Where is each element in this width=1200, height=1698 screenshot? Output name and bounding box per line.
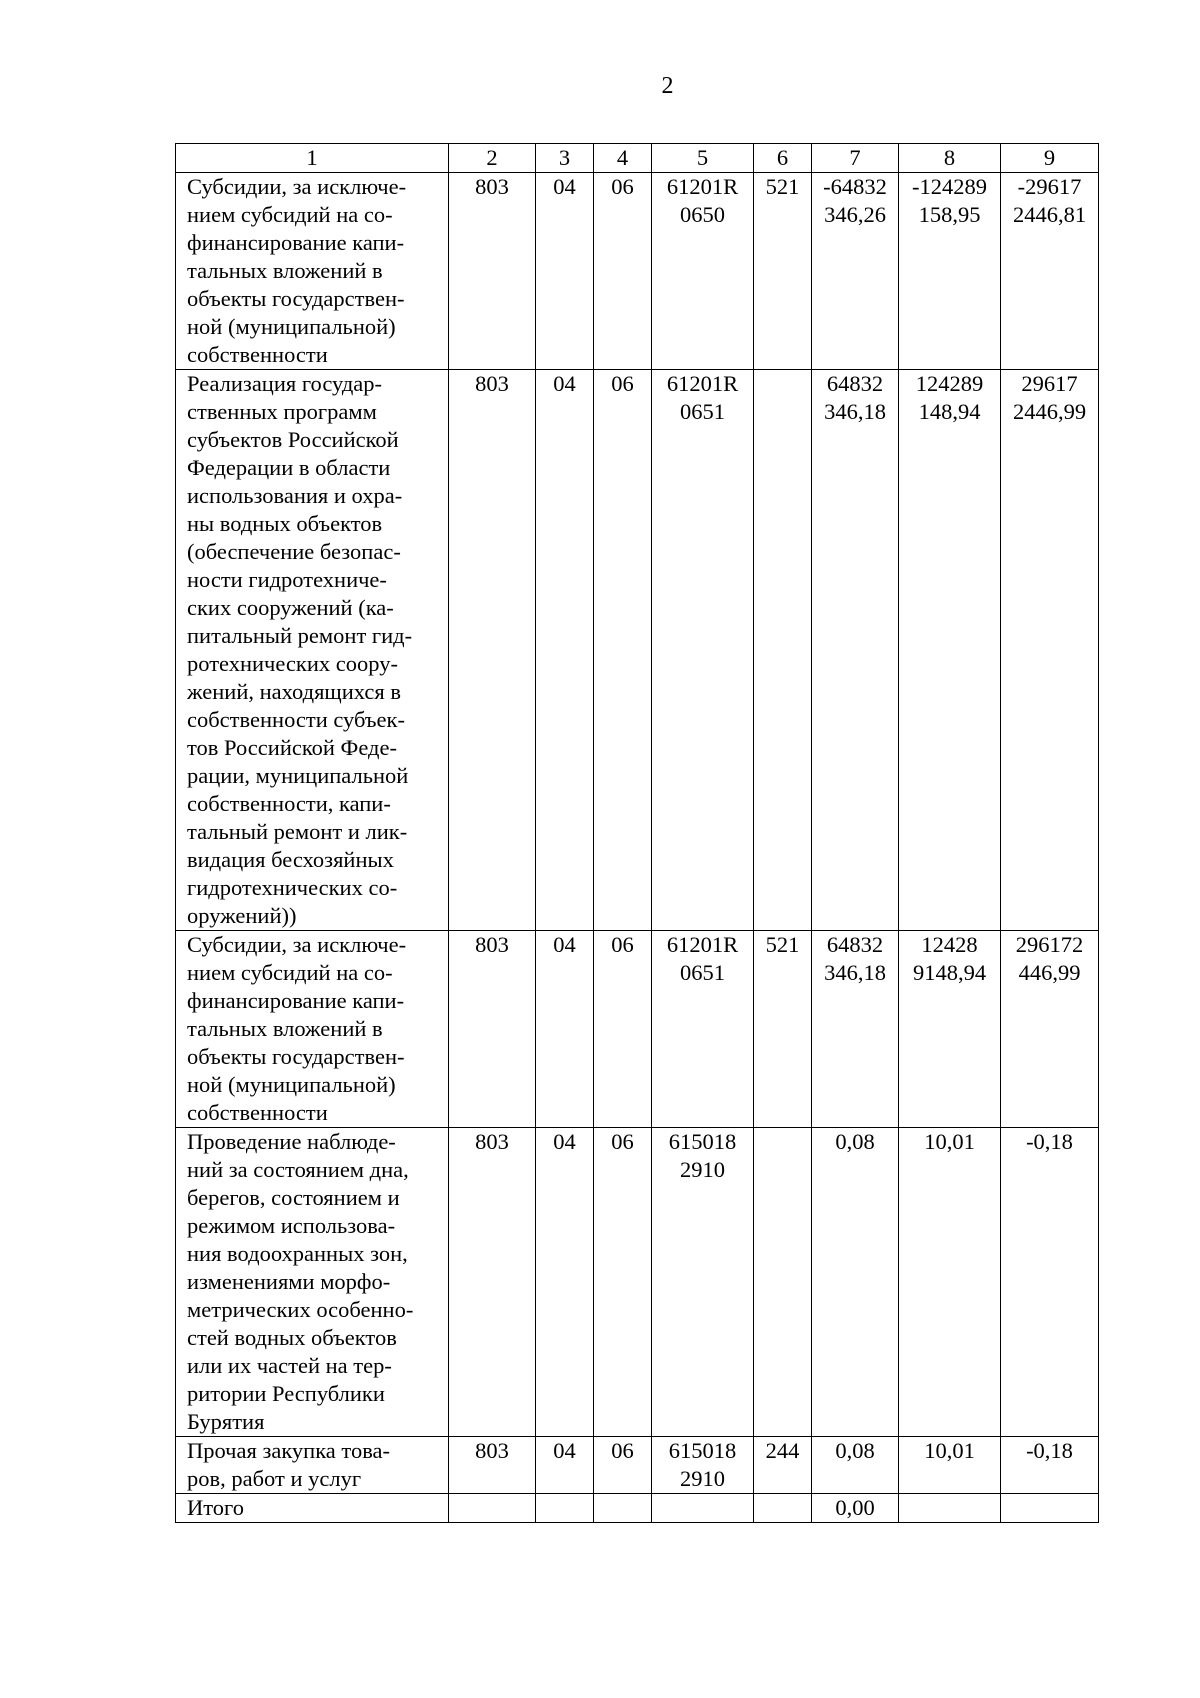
cell-line: собственности, капи- <box>187 791 391 816</box>
cell-line: ротехнических соору- <box>187 651 398 676</box>
expense-type-cell <box>754 931 812 1128</box>
cell-value: 521 <box>765 174 800 199</box>
cell-line: ной (муниципальной) <box>187 314 396 339</box>
budget-table <box>175 143 1099 1523</box>
amount-col9-cell <box>1001 1437 1099 1494</box>
amount-col7-cell <box>812 1494 899 1523</box>
expense-type-cell <box>754 173 812 370</box>
cell-line: 148,94 <box>918 399 981 424</box>
cell-line: -0,18 <box>1026 1438 1073 1463</box>
ministry-code-cell <box>449 1128 536 1437</box>
cell-line: 0651 <box>680 960 725 985</box>
amount-col7-cell <box>812 173 899 370</box>
cell-line: ритории Республики <box>187 1381 385 1406</box>
cell-value: 06 <box>611 174 634 199</box>
cell-line: ров, работ и услуг <box>187 1466 362 1491</box>
cell-line: Проведение наблюде- <box>187 1129 396 1154</box>
cell-line: (обеспечение безопас- <box>187 539 401 564</box>
expense-type-cell <box>754 1128 812 1437</box>
cell-value: 06 <box>611 1129 634 1154</box>
amount-col7-cell <box>812 370 899 931</box>
item-name-cell <box>176 1437 449 1494</box>
cell-value: 803 <box>475 174 509 199</box>
ministry-code-cell <box>449 1494 536 1523</box>
subsection-code-cell <box>594 1494 652 1523</box>
table-row <box>176 173 1099 370</box>
column-header: 8 <box>899 144 1001 173</box>
table-row <box>176 1128 1099 1437</box>
cell-line: гидротехнических со- <box>187 875 398 900</box>
ministry-code-cell <box>449 370 536 931</box>
amount-col9-cell <box>1001 370 1099 931</box>
cell-line: 61201R <box>666 174 739 199</box>
cell-line: 2910 <box>680 1466 725 1491</box>
cell-value: 04 <box>553 174 576 199</box>
cell-line: тальных вложений в <box>187 258 383 283</box>
amount-col8-cell <box>899 931 1001 1128</box>
ministry-code-cell <box>449 1437 536 1494</box>
cell-line: ских сооружений (ка- <box>187 595 394 620</box>
cell-line: тов Российской Феде- <box>187 735 397 760</box>
cell-line: ности гидротехниче- <box>187 567 387 592</box>
cell-line: стей водных объектов <box>187 1325 397 1350</box>
cell-line: субъектов Российской <box>187 427 399 452</box>
amount-col7-cell <box>812 931 899 1128</box>
subsection-code-cell <box>594 1128 652 1437</box>
column-header: 9 <box>1001 144 1099 173</box>
ministry-code-cell <box>449 173 536 370</box>
cell-line: Субсидии, за исключе- <box>187 174 407 199</box>
item-name-cell <box>176 370 449 931</box>
cell-line: 64832 <box>826 932 884 957</box>
cell-line: использования и охра- <box>187 483 403 508</box>
column-header: 6 <box>754 144 812 173</box>
table-body <box>176 173 1099 1523</box>
cell-line: 2446,99 <box>1012 399 1087 424</box>
cell-value: 803 <box>475 1438 509 1463</box>
cell-line: рации, муниципальной <box>187 763 409 788</box>
expense-type-cell <box>754 1437 812 1494</box>
item-name-cell <box>176 1128 449 1437</box>
cell-value: 06 <box>611 371 634 396</box>
cell-line: 2446,81 <box>1012 202 1087 227</box>
cell-value: 06 <box>611 932 634 957</box>
expense-type-cell <box>754 370 812 931</box>
section-code-cell <box>536 1494 594 1523</box>
cell-line: берегов, состоянием и <box>187 1185 400 1210</box>
item-name-cell <box>176 173 449 370</box>
cell-line: 0650 <box>680 202 725 227</box>
cell-line: 12428 <box>921 932 978 957</box>
cell-value: 803 <box>475 1129 509 1154</box>
amount-col7-cell <box>812 1128 899 1437</box>
cell-value: 04 <box>553 371 576 396</box>
subsection-code-cell <box>594 173 652 370</box>
amount-col8-cell <box>899 1437 1001 1494</box>
cell-line: нием субсидий на со- <box>187 202 393 227</box>
cell-line: Прочая закупка това- <box>187 1438 391 1463</box>
cell-value: 06 <box>611 1438 634 1463</box>
cell-line: оружений)) <box>187 903 297 928</box>
target-article-cell <box>652 931 754 1128</box>
cell-line: 615018 <box>668 1438 737 1463</box>
target-article-cell <box>652 1128 754 1437</box>
amount-col9-cell <box>1001 1128 1099 1437</box>
cell-line: финансирование капи- <box>187 988 405 1013</box>
item-name-cell <box>176 1494 449 1523</box>
cell-line: 10,01 <box>924 1438 975 1463</box>
amount-col8-cell <box>899 173 1001 370</box>
cell-value: 244 <box>765 1438 800 1463</box>
cell-line: собственности <box>187 1100 328 1125</box>
amount-col9-cell <box>1001 1494 1099 1523</box>
cell-line: питальный ремонт гид- <box>187 623 413 648</box>
amount-col9-cell <box>1001 173 1099 370</box>
section-code-cell <box>536 931 594 1128</box>
cell-value: 803 <box>475 932 509 957</box>
cell-line: 615018 <box>668 1129 737 1154</box>
subsection-code-cell <box>594 370 652 931</box>
cell-line: жений, находящихся в <box>187 679 401 704</box>
column-header: 1 <box>176 144 449 173</box>
cell-line: -29617 <box>1017 174 1082 199</box>
column-header: 3 <box>536 144 594 173</box>
cell-line: 64832 <box>826 371 884 396</box>
cell-line: Федерации в области <box>187 455 391 480</box>
cell-line: объекты государствен- <box>187 1044 405 1069</box>
cell-line: 10,01 <box>924 1129 975 1154</box>
cell-line: метрических особенно- <box>187 1297 414 1322</box>
cell-value: 04 <box>553 932 576 957</box>
cell-value: 803 <box>475 371 509 396</box>
cell-line: тальный ремонт и лик- <box>187 819 408 844</box>
cell-line: видация бесхозяйных <box>187 847 394 872</box>
subsection-code-cell <box>594 931 652 1128</box>
cell-line: 61201R <box>666 371 739 396</box>
cell-line: режимом использова- <box>187 1213 396 1238</box>
cell-line: или их частей на тер- <box>187 1353 392 1378</box>
cell-line: 346,18 <box>824 399 886 424</box>
cell-line: нием субсидий на со- <box>187 960 393 985</box>
cell-line: собственности субъек- <box>187 707 405 732</box>
target-article-cell <box>652 173 754 370</box>
cell-value: 04 <box>553 1438 576 1463</box>
cell-line: ния водоохранных зон, <box>187 1241 408 1266</box>
cell-value: 04 <box>553 1129 576 1154</box>
cell-line: -124289 <box>912 174 987 199</box>
cell-line: Реализация государ- <box>187 371 383 396</box>
cell-line: 296172 <box>1015 932 1084 957</box>
cell-line: 0651 <box>680 399 725 424</box>
cell-line: Бурятия <box>187 1409 265 1434</box>
cell-line: 29617 <box>1021 371 1078 396</box>
cell-line: 0,08 <box>835 1438 875 1463</box>
cell-line: -0,18 <box>1026 1129 1073 1154</box>
cell-line: 0,08 <box>835 1129 875 1154</box>
target-article-cell <box>652 370 754 931</box>
table-row <box>176 370 1099 931</box>
target-article-cell <box>652 1494 754 1523</box>
cell-line: ственных программ <box>187 399 377 424</box>
cell-line: 158,95 <box>918 202 981 227</box>
table-row <box>176 1437 1099 1494</box>
target-article-cell <box>652 1437 754 1494</box>
cell-line: изменениями морфо- <box>187 1269 391 1294</box>
expense-type-cell <box>754 1494 812 1523</box>
cell-line: -64832 <box>823 174 887 199</box>
item-name-cell <box>176 931 449 1128</box>
column-header: 7 <box>812 144 899 173</box>
section-code-cell <box>536 1128 594 1437</box>
cell-line: ний за состоянием дна, <box>187 1157 409 1182</box>
section-code-cell <box>536 370 594 931</box>
cell-line: финансирование капи- <box>187 230 405 255</box>
column-header: 2 <box>449 144 536 173</box>
subsection-code-cell <box>594 1437 652 1494</box>
cell-line: 446,99 <box>1018 960 1081 985</box>
amount-col8-cell <box>899 1128 1001 1437</box>
section-code-cell <box>536 1437 594 1494</box>
amount-col7-cell <box>812 1437 899 1494</box>
cell-line: 9148,94 <box>912 960 987 985</box>
cell-line: ны водных объектов <box>187 511 383 536</box>
table-row <box>176 1494 1099 1523</box>
ministry-code-cell <box>449 931 536 1128</box>
cell-line: 124289 <box>915 371 984 396</box>
cell-value: 521 <box>765 932 800 957</box>
cell-line: Итого <box>187 1495 244 1520</box>
section-code-cell <box>536 173 594 370</box>
column-header: 4 <box>594 144 652 173</box>
cell-line: собственности <box>187 342 328 367</box>
amount-col9-cell <box>1001 931 1099 1128</box>
cell-line: Субсидии, за исключе- <box>187 932 407 957</box>
column-header: 5 <box>652 144 754 173</box>
cell-line: тальных вложений в <box>187 1016 383 1041</box>
header-row <box>176 144 1099 173</box>
cell-line: 346,26 <box>824 202 886 227</box>
cell-line: ной (муниципальной) <box>187 1072 396 1097</box>
cell-line: 346,18 <box>824 960 886 985</box>
amount-col8-cell <box>899 1494 1001 1523</box>
cell-line: 61201R <box>666 932 739 957</box>
cell-line: объекты государствен- <box>187 286 405 311</box>
table-row <box>176 931 1099 1128</box>
page-number: 2 <box>661 73 674 99</box>
table-header <box>176 144 1099 173</box>
cell-line: 2910 <box>680 1157 725 1182</box>
amount-col8-cell <box>899 370 1001 931</box>
cell-line: 0,00 <box>835 1495 875 1520</box>
